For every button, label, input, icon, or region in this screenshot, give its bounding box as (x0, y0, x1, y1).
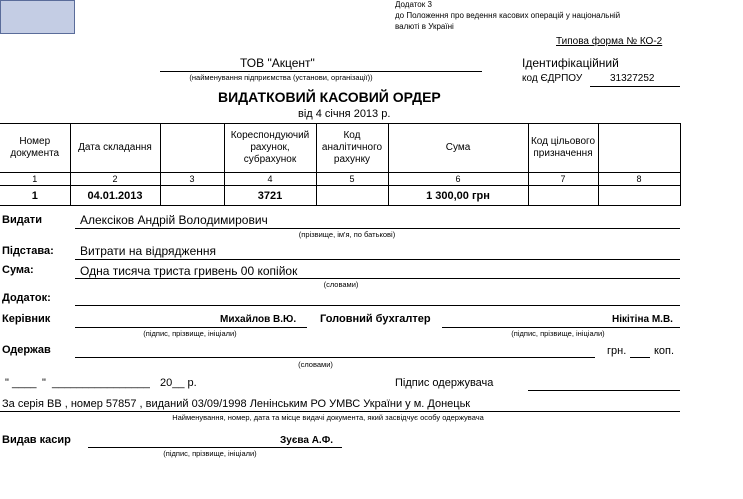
date-year[interactable]: 20__ р. (160, 377, 197, 389)
column-number: 8 (598, 173, 680, 186)
accountant-label: Головний бухгалтер (320, 313, 431, 325)
edrpou-line (590, 86, 680, 87)
cell-doc-number[interactable]: 1 (0, 186, 70, 206)
basis-label: Підстава: (2, 245, 54, 257)
head-hint: (підпис, прізвище, ініціали) (143, 329, 237, 338)
cashier-label: Видав касир (2, 434, 71, 446)
received-line (75, 357, 595, 358)
organization-hint: (найменування підприємства (установи, організації)) (189, 73, 373, 82)
cell-analytic-code[interactable] (316, 186, 388, 206)
head-label: Керівник (2, 313, 51, 325)
annex-line3: валюті в Україні (395, 22, 454, 31)
cell-amount[interactable]: 1 300,00 грн (388, 186, 528, 206)
header-col3 (160, 124, 224, 173)
issue-value[interactable]: Алексіков Андрій Володимирович (80, 213, 268, 227)
header-date: Дата складання (70, 124, 160, 173)
cell-col3[interactable] (160, 186, 224, 206)
head-value[interactable]: Михайлов В.Ю. (220, 314, 297, 325)
cashier-hint: (підпис, прізвище, ініціали) (163, 449, 257, 458)
recipient-signature-line (528, 390, 680, 391)
header-col8 (598, 124, 680, 173)
attachment-line (75, 305, 680, 306)
cashier-line (88, 447, 342, 448)
annex-line1: Додаток 3 (395, 0, 432, 9)
document-title: ВИДАТКОВИЙ КАСОВИЙ ОРДЕР (218, 89, 441, 105)
header-account: Кореспондуючий рахунок, субрахунок (224, 124, 316, 173)
issue-label: Видати (2, 214, 42, 226)
edrpou-value: 31327252 (610, 73, 655, 84)
header-doc-number: Номер документа (0, 124, 70, 173)
selected-cell[interactable] (0, 0, 75, 34)
column-number: 1 (0, 173, 70, 186)
amount-label: Сума: (2, 264, 34, 276)
cell-col8[interactable] (598, 186, 680, 206)
header-purpose-code: Код цільового призначення (528, 124, 598, 173)
accountant-hint: (підпис, прізвище, ініціали) (511, 329, 605, 338)
order-table (0, 123, 681, 206)
edrpou-label: код ЄДРПОУ (522, 73, 583, 84)
date-month-blank[interactable]: ________________ (52, 377, 150, 389)
cell-date[interactable]: 04.01.2013 (70, 186, 160, 206)
basis-line (75, 259, 680, 260)
basis-value[interactable]: Витрати на відрядження (80, 244, 216, 258)
received-hint: (словами) (298, 360, 333, 369)
issue-line (75, 228, 680, 229)
cell-purpose-code[interactable] (528, 186, 598, 206)
date-quote-open: " (5, 377, 9, 389)
column-number: 2 (70, 173, 160, 186)
form-type: Типова форма № КО-2 (556, 36, 663, 47)
received-uah: грн. (607, 345, 627, 357)
header-analytic-code: Код аналітичного рахунку (316, 124, 388, 173)
passport-hint: Найменування, номер, дата та місце видачі документа, який засвідчує особу одержувача (172, 413, 484, 422)
passport-line (0, 411, 680, 412)
document-date: від 4 січня 2013 р. (298, 108, 391, 120)
cell-account[interactable]: 3721 (224, 186, 316, 206)
received-uah-line (630, 357, 650, 358)
recipient-signature-label: Підпис одержувача (395, 377, 494, 389)
amount-line (75, 278, 680, 279)
column-number: 6 (388, 173, 528, 186)
amount-hint: (словами) (323, 280, 359, 289)
passport-value[interactable]: За серія ВВ , номер 57857 , виданий 03/09/1998 Ленінським РО УМВС України у м. Донецьк (2, 398, 471, 410)
column-number: 4 (224, 173, 316, 186)
organization-line (160, 71, 482, 72)
issue-hint: (прізвище, ім'я, по батькові) (298, 230, 396, 239)
date-quote-close: " (42, 377, 46, 389)
head-line (75, 327, 307, 328)
received-label: Одержав (2, 344, 51, 356)
accountant-value[interactable]: Нікітіна М.В. (612, 314, 673, 325)
header-amount: Сума (388, 124, 528, 173)
identification-label: Ідентифікаційний (522, 56, 619, 70)
date-day-blank[interactable]: ____ (12, 377, 37, 389)
received-kop: коп. (654, 345, 675, 357)
column-number: 5 (316, 173, 388, 186)
attachment-label: Додаток: (2, 292, 51, 304)
organization-name: ТОВ "Акцент" (240, 56, 315, 70)
amount-value[interactable]: Одна тисяча триста гривень 00 копійок (80, 264, 298, 278)
annex-line2: до Положення про ведення касових операцій у національній (395, 11, 621, 20)
column-number: 3 (160, 173, 224, 186)
accountant-line (442, 327, 680, 328)
cashier-value[interactable]: Зуєва А.Ф. (280, 435, 334, 446)
column-number: 7 (528, 173, 598, 186)
